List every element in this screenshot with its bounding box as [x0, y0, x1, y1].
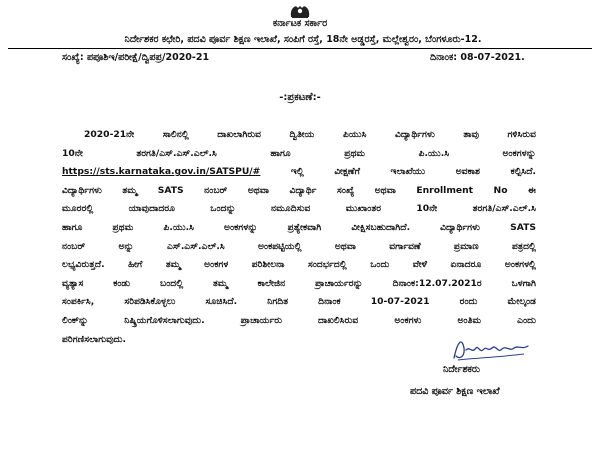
signatory-designation: ನಿರ್ದೇಶಕರು	[443, 364, 480, 375]
notice-title: -:ಪ್ರಕಟಣೆ:-	[279, 92, 321, 103]
signatory-department: ಪದವಿ ಪೂರ್ವ ಶಿಕ್ಷಣ ಇಲಾಖೆ	[410, 386, 500, 397]
body-line-1: 2020-21ನೇ ಸಾಲಿನಲ್ಲಿ ದಾಖಲಾಗಿರುವ ದ್ವಿತೀಯ ಪಿಯುಸಿ ವಿದ್ಯಾರ್ಥಿಗಳು ತಾವು ಗಳಿಸಿರುವ	[84, 129, 536, 140]
body-line-12: ಪರಿಗಣಿಸಲಾಗುವುದು.	[62, 333, 127, 345]
body-line-7: ನಂಬರ್ ಅನ್ನು ಎಸ್.ಎಸ್.ಎಲ್.ಸಿ ಅಂಕಪಟ್ಟಿಯಲ್ಲಿ ಅಥವಾ ವರ್ಗಾವಣೆ ಪ್ರಮಾಣ ಪತ್ರದಲ್ಲಿ	[62, 240, 536, 252]
body-line-5: ಮೂರರಲ್ಲಿ ಯಾವುದಾದರೂ ಒಂದನ್ನು ನಮೂದಿಸುವ ಮುಖಾಂತರ 10ನೇ ತರಗತಿ/ಎಸ್.ಎಲ್.ಸಿ	[62, 203, 536, 215]
body-line-3-text: ಇಲ್ಲಿ ವೀಕ್ಷಣೆಗೆ ಇಲಾಖೆಯು ಅವಕಾಶ ಕಲ್ಪಿಸಿದೆ.	[290, 166, 536, 178]
body-line-2: 10ನೇ ತರಗತಿ/ಎಸ್.ಎಸ್.ಎಲ್.ಸಿ ಹಾಗೂ ಪ್ರಥಮ ಪಿ.ಯು.ಸಿ ಅಂಕಗಳನ್ನು	[62, 147, 536, 159]
body-line-11: ಲಿಂಕ್‌ನ್ನು ನಿಷ್ಕ್ರಿಯಗೊಳಿಸಲಾಗುವುದು. ಪ್ರಾಚಾರ್ಯರು ದಾಖಲಿಸಿರುವ ಅಂಕಗಳು ಅಂತಿಮ ಎಂದು	[62, 314, 536, 326]
reference-number: ಸಂಖ್ಯೆ: ಪಪೂಶಿಇ/ಪರೀಕ್ಷೆ/ದ್ವಿಪಪ್ರ/2020-21	[62, 52, 210, 63]
office-address: ನಿರ್ದೇಶಕರ ಕಛೇರಿ, ಪದವಿ ಪೂರ್ವ ಶಿಕ್ಷಣ ಇಲಾಖೆ, ಸಂಪಿಗೆ ರಸ್ತೆ, 18ನೇ ಅಡ್ಡರಸ್ತೆ, ಮಲ್ಲೇಶ್ವರಂ, ಬೆಂಗಳೂರು-12.	[124, 34, 482, 45]
body-line-3	[62, 163, 536, 182]
body-line-9: ವ್ಯತ್ಯಾಸ ಕಂಡು ಬಂದಲ್ಲಿ ತಮ್ಮ ಕಾಲೇಜಿನ ಪ್ರಾಚಾರ್ಯರನ್ನು ದಿನಾಂಕ:12.07.2021ರ ಒಳಗಾಗಿ	[62, 277, 536, 289]
header-divider	[8, 48, 592, 49]
body-line-8: ಲಭ್ಯವಿರುತ್ತದೆ. ಹೀಗೆ ತಮ್ಮ ಅಂಕಗಳ ಪರಿಶೀಲನಾ ಸಂದರ್ಭದಲ್ಲಿ ಒಂದು ವೇಳೆ ಏನಾದರೂ ಅಂಕಗಳಲ್ಲಿ	[62, 259, 536, 271]
document-date: ದಿನಾಂಕ: 08-07-2021.	[430, 52, 525, 63]
state-emblem-icon	[288, 4, 312, 18]
body-line-10: ಸಂಪರ್ಕಿಸಿ, ಸರಿಪಡಿಸಿಕೊಳ್ಳಲು ಸೂಚಿಸಿದೆ. ನಿಗದಿತ ದಿನಾಂಕ 10-07-2021 ರಂದು ಮೇಲ್ಕಂಡ	[62, 296, 536, 308]
body-line-6: ಹಾಗೂ ಪ್ರಥಮ ಪಿ.ಯು.ಸಿ ಅಂಕಗಳನ್ನು ಪ್ರತ್ಯೇಕವಾಗಿ ವೀಕ್ಷಿಸಬಹುದಾಗಿದೆ. ವಿದ್ಯಾರ್ಥಿಗಳು SATS	[62, 221, 536, 233]
body-line-4: ವಿದ್ಯಾರ್ಥಿಗಳು ತಮ್ಮ SATS ನಂಬರ್ ಅಥವಾ ವಿದ್ಯಾರ್ಥಿ ಸಂಖ್ಯೆ ಅಥವಾ Enrollment No ಈ	[62, 184, 536, 196]
notice-body	[62, 126, 536, 349]
satspu-link[interactable]: https://sts.karnataka.gov.in/SATSPU/#	[62, 166, 261, 178]
government-title: ಕರ್ನಾಟಕ ಸರ್ಕಾರ	[272, 18, 328, 29]
director-signature	[448, 336, 534, 364]
